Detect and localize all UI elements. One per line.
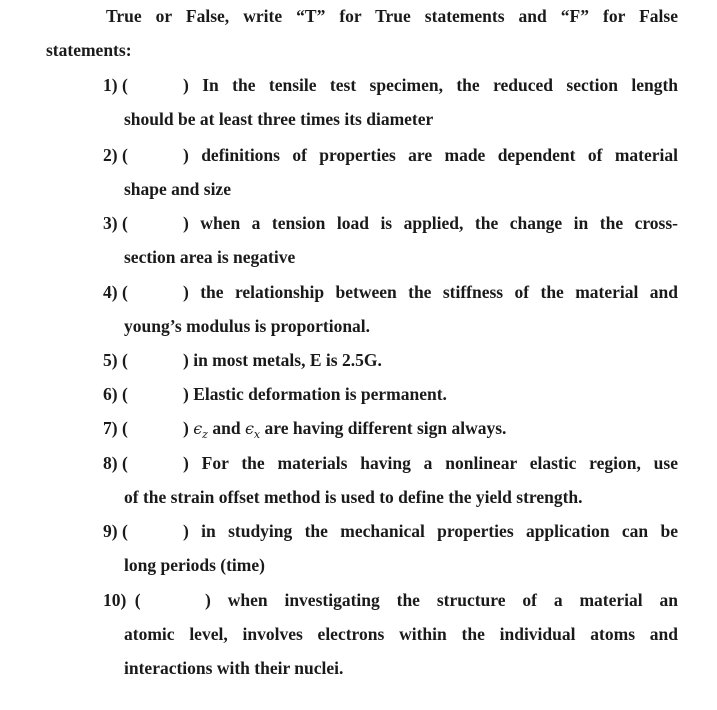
item-10-number: 10) ( — [103, 590, 141, 610]
item-3-number: 3) ( — [103, 213, 128, 233]
item-9-number: 9) ( — [103, 521, 128, 541]
item-1-line-2: should be at least three times its diameter — [124, 109, 434, 129]
item-7-line-1 — [183, 417, 506, 446]
item-8-line-1: ) For the materials having a nonlinear elastic region, use — [183, 453, 678, 473]
item-9-line-1: ) in studying the mechanical properties application can be — [183, 521, 678, 541]
item-5-number: 5) ( — [103, 350, 128, 370]
item-10-line-3: interactions with their nuclei. — [124, 658, 344, 678]
item-6-line-1: ) Elastic deformation is permanent. — [183, 384, 447, 404]
item-3-line-1: ) when a tension load is applied, the change in the cross- — [183, 213, 678, 233]
item-9-line-2: long periods (time) — [124, 555, 265, 575]
item-6-number: 6) ( — [103, 384, 128, 404]
item-2-number: 2) ( — [103, 145, 128, 165]
instructions-line-2: statements: — [46, 40, 132, 60]
item-4-number: 4) ( — [103, 282, 128, 302]
item-4-line-1: ) the relationship between the stiffness of the material and — [183, 282, 678, 302]
item-1-number: 1) ( — [103, 75, 128, 95]
item-10-line-2: atomic level, involves electrons within the individual atoms and — [124, 624, 678, 644]
item-7-and-word: and — [212, 418, 241, 438]
instructions-line-1: True or False, write “T” for True statements and “F” for False — [106, 6, 678, 26]
item-1-line-1: ) In the tensile test specimen, the reduced section length — [183, 75, 678, 95]
item-2-line-2: shape and size — [124, 179, 231, 199]
item-8-number: 8) ( — [103, 453, 128, 473]
item-7-close-paren: ) — [183, 418, 189, 438]
item-7-number: 7) ( — [103, 418, 128, 438]
item-4-line-2: young’s modulus is proportional. — [124, 316, 371, 336]
item-5-line-1: ) in most metals, E is 2.5G. — [183, 350, 382, 370]
item-8-line-2: of the strain offset method is used to define the yield strength. — [124, 487, 583, 507]
item-2-line-1: ) definitions of properties are made dependent of material — [183, 145, 678, 165]
item-3-line-2: section area is negative — [124, 247, 296, 267]
item-7-suffix: are having different sign always. — [264, 418, 507, 438]
epsilon-z-symbol: $\epsilon_z$ — [193, 419, 208, 442]
epsilon-x-symbol: $\epsilon_x$ — [244, 419, 261, 442]
item-10-line-1: ) when investigating the structure of a material an — [205, 590, 678, 610]
